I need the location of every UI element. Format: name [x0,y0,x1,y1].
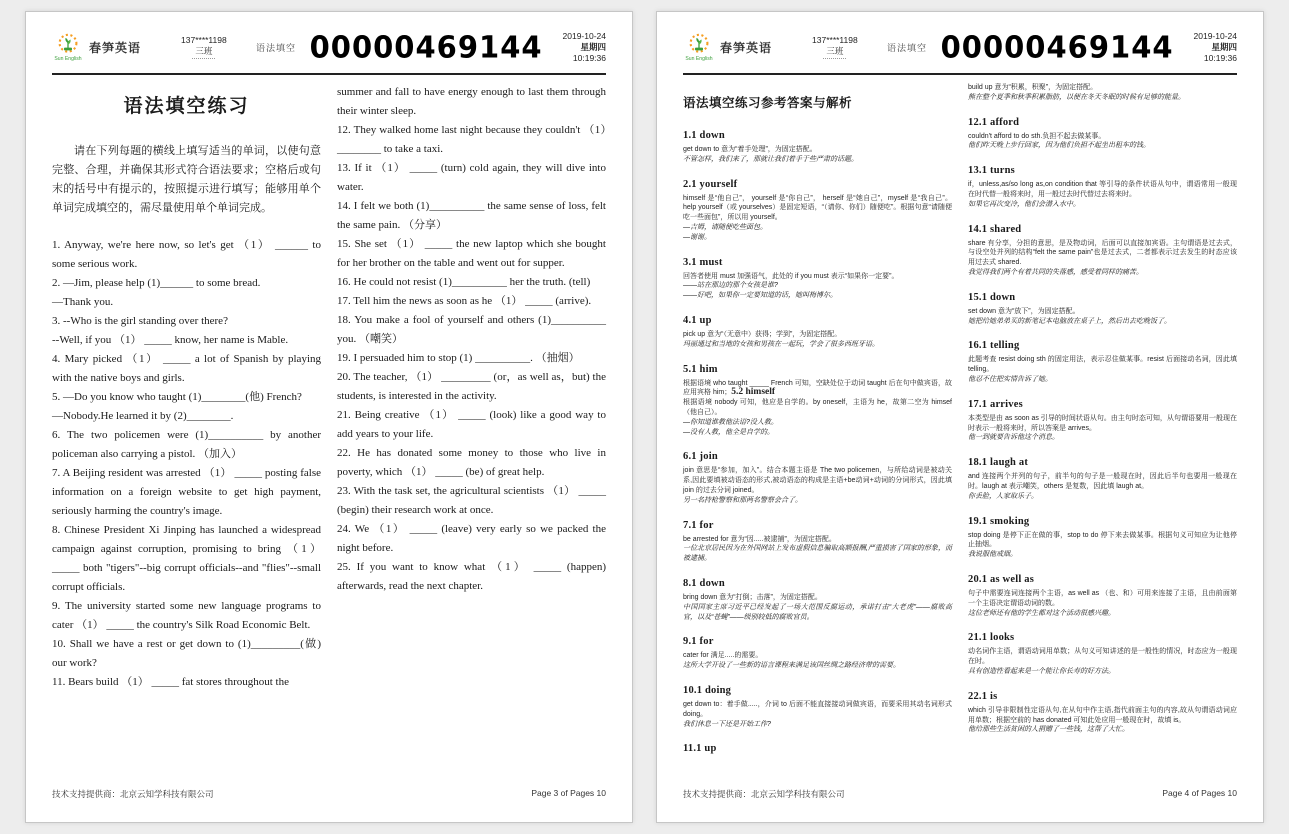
brand-sub-label: Sun English [54,56,82,62]
translation-line: 她把给她弟弟买的新笔记本电脑放在桌子上，然后出去吃晚饭了。 [968,317,1171,325]
translation-line: 你丢脸，人家取乐子。 [968,492,1038,500]
translation-line: ——好吧，如果你一定要知道的话，她叫梅博尔。 [683,292,837,300]
worksheet-page-3 [25,11,633,823]
explanation-line: build up 意为“积累，积聚”，为固定搭配。 [968,84,1098,91]
answer-heading: 16.1 telling [968,340,1020,352]
translation-line: —吉姆，请随便吃些面包。 [683,223,767,231]
translation-line: 我觉得我们两个有着共同的失落感，感受着同样的痛苦。 [968,268,1143,276]
date-label: 2019-10-24 [1193,30,1237,41]
question-paragraph: 19. I persuaded him to stop (1) __________. （抽烟） [337,352,580,364]
answer-heading: 9.1 for [683,636,714,648]
answer-heading: 20.1 as well as [968,573,1034,585]
answer-item [968,456,1237,501]
translation-line: —你知道谁教他法语?没人教。 [683,418,778,426]
answer-heading: 1.1 down [683,130,725,141]
answer-heading: 19.1 smoking [968,515,1030,527]
translation-line: 熊在整个夏季和秋季积累脂肪，以便在冬天冬眠的时候有足够的能量。 [968,93,1185,101]
explanation-line: 此题考查 resist doing sth 的固定用法，表示忍住做某事。resist 后面接动名词，因此填 telling。 [968,356,1237,374]
explanation-line: set down 意为“放下”，为固定搭配。 [968,307,1080,315]
translation-line: 他一到就要告诉他这个消息。 [968,434,1059,442]
page-header [683,24,1237,70]
datetime-block [1174,31,1237,64]
answer-heading: 10.1 doing [683,684,732,696]
explanation-line: pick up 意为“（无意中）获得；学到”，为固定搭配。 [683,330,842,338]
question-paragraph: 25. If you want to know what （1） _____ (happen) afterwards, read the next chapter. [337,561,606,592]
explanation-line: stop doing 是停下正在做的事，stop to do 停下来去做某事。根据句义可知应为让他停止抽烟。 [968,531,1237,549]
explanation-line: join 意思是“参加，加入”。结合本题主语是 The two policemen，与所给动词是被动关系,因此要填被动语态的形式,被动语态的构成是主语+be动词+动词的分词形式，因此填 join 的过去分词 joined。 [683,467,952,494]
subject-label: 语法填空 [886,42,927,53]
explanation-line: be arrested for 意为“因.....被逮捕”，为固定搭配。 [683,535,836,543]
explanation-line: 回答者使用 must 加强语气，此处的 if you must 表示“如果你一定要”。 [683,272,899,280]
explanation-line: 动名词作主语，谓语动词用单数；从句义可知讲述的是一般性的情况，时态应为一般现在时。 [968,648,1237,666]
answer-item [968,573,1237,618]
answer-heading: 12.1 afford [968,116,1020,128]
student-phone: 137****1198 [181,35,227,45]
explanation-line: and 连接两个并列的句子，前半句的句子是一般现在时，因此后半句也要用一般现在时。laugh at 表示嘲笑，others 是复数，因此填 laugh at。 [968,473,1237,490]
answer-item [683,742,952,756]
translation-line: 玛丽通过和当地的女孩和男孩在一起玩，学会了很多西班牙语。 [683,340,879,348]
answers-page-4 [656,11,1264,823]
answer-item [683,635,952,671]
question-paragraph: —Thank you. [52,296,114,308]
student-class: 三班 [192,46,215,59]
time-label: 10:19:36 [1203,52,1237,63]
page-number: Page 4 of Pages 10 [1162,788,1237,798]
translation-line: 具有创造性看起来是一个能让你长寿的好方法。 [968,667,1115,675]
brand-logo-icon [683,32,715,62]
answer-heading: 6.1 join [683,451,718,463]
answer-item [968,515,1237,560]
question-paragraph: 9. The university started some new language programs to cater （1） _____ the country's Silk Road Economic Belt. [52,600,321,631]
brand-sub-label: Sun English [685,56,713,62]
answer-heading: 7.1 for [683,519,714,531]
question-paragraph: 8. Chinese President Xi Jinping has launched a widespread campaign against corruption, promising to bring （1） _____ both "tigers"--big corrupt officials--and "flies"--small corrupt officials. [52,524,321,593]
answer-item [683,256,952,301]
explanation-line: 句子中需要连词连接两个主语，as well as （也、和）可用来连接了主语，且由前面第一个主语决定谓语动词的数。 [968,589,1237,607]
explanation-line: get down to：着手做.....，介词 to 后面不能直接接动词做宾语，而要采用其动名词形式 doing。 [683,700,952,718]
translation-line: 我说服他戒烟。 [968,551,1017,559]
answer-heading: 22.1 is [968,690,998,702]
explanation-line: himself 是“他自己”， yourself 是“你自己”， herself 是“她自己”，myself 是“我自己”。help yourself（或 yourselves）是固定短语，“（请你、你们）随便吃”。根据句意“请随便吃一些面包”，所以用 yourself。 [683,194,952,222]
weekday-label: 星期四 [1211,41,1237,52]
student-class: 三班 [823,46,846,59]
question-paragraph: 14. I felt we both (1)__________ the same sense of loss, felt the same pain. （分享） [337,200,606,231]
question-paragraph: 23. With the task set, the agricultural scientists （1） _____ (begin) their research work at once. [337,485,606,516]
translation-line: 不管怎样，我们来了，那就让我们着手于些严肃的话题。 [683,155,858,163]
answer-heading: 5.1 him [683,363,718,375]
explanation-line: cater for 满足.....的需要。 [683,652,763,660]
answer-heading: 18.1 laugh at [968,457,1029,469]
answer-item [968,690,1237,735]
translation-line: 一位北京居民因为在外国网站上发布虚假信息骗取高额报酬,严重损害了国家的形象，而被逮捕。 [683,545,952,563]
explanation-line: if，unless,as/so long as,on condition that 等引导的条件状语从句中，谓语常用一般现在时代替一般将来时，用一般过去时代替过去将来时。 [968,181,1237,198]
question-paragraph: 20. The teacher, （1） _________ (or，as well as，but) the students, is interested in the activity. [337,371,606,402]
page-number: Page 3 of Pages 10 [531,788,606,798]
question-paragraph: 17. Tell him the news as soon as he （1） _____ (arrive). [337,295,592,307]
question-paragraph: 24. We （1） _____ (leave) very early so we packed the night before. [337,523,606,554]
question-paragraph: 3. --Who is the girl standing over there? [52,315,228,327]
question-paragraph: 18. You make a fool of yourself and others (1)__________ you. （嘲笑） [337,314,606,345]
question-paragraph: 10. Shall we have a rest or get down to (1)_________(做) our work? [52,638,321,669]
translation-line: 另一名持枪警察和那两名警察会合了。 [683,496,802,504]
answer-item [683,450,952,505]
subject-label: 语法填空 [255,42,296,53]
question-paragraph: 13. If it （1） _____ (turn) cold again, they will dive into water. [337,162,606,193]
answer-item [683,684,952,729]
datetime-block [543,31,606,64]
explanation-line: get down to 意为“着手处理”，为固定搭配。 [683,146,817,153]
answer-heading: 3.1 must [683,256,723,268]
translation-line: 这位老师还有他的学生都对这个活动很感兴趣。 [968,609,1115,617]
translation-line: 这所大学开设了一些新的语言课程来满足该国丝绸之路经济带的需要。 [683,662,900,670]
answer-item [683,519,952,564]
support-provider: 技术支持提供商：北京云知学科技有限公司 [683,789,845,799]
answer-item [968,398,1237,443]
answer-item [968,631,1237,676]
answer-item [968,164,1237,209]
page-footer [683,788,1237,800]
translation-line: 我们休息一下还是开始工作? [683,720,771,728]
answer-item [968,291,1237,327]
translation-line: —谢谢。 [683,233,711,241]
explanation-line: couldn't afford to do sth.负担不起去做某事。 [968,132,1106,140]
translation-line: 他忍不住把实情告诉了她。 [968,375,1052,383]
question-paragraph: 22. He has donated some money to those who live in poverty, which （1） _____ (be) of great help. [337,447,606,478]
date-label: 2019-10-24 [562,30,606,41]
page3-column-2 [337,83,606,692]
answer-item [968,339,1237,384]
answer-heading: 21.1 looks [968,632,1015,644]
answer-item [968,223,1237,278]
time-label: 10:19:36 [572,52,606,63]
page-footer [52,788,606,800]
question-paragraph: —Nobody.He learned it by (2)________. [52,410,234,422]
page4-column-1 [683,83,952,769]
translation-line: —没有人教，他全是自学的。 [683,428,774,436]
answer-heading: 15.1 down [968,291,1016,303]
answer-item [968,116,1237,152]
translation-line: 中国国家主席习近平已经发起了一场大范围反腐运动，承诺打击“大老虎”——腐败高官，以及“苍蝇”——级别较低的腐败官员。 [683,603,952,621]
answer-heading: 17.1 arrives [968,398,1023,410]
question-paragraph: 7. A Beijing resident was arrested （1） _____ posting false information on a foreign website to get high payment, seriously harming the country's image. [52,467,321,517]
header-divider [52,73,606,75]
question-paragraph: 1. Anyway, we're here now, so let's get （1） ______ to some serious work. [52,239,321,270]
brand-name: 春笋英语 [720,40,773,55]
answer-heading: 2.1 yourself [683,178,738,190]
question-paragraph: 21. Being creative （1） _____ (look) like a good way to add years to your life. [337,409,606,440]
page3-column-1 [52,83,321,692]
serial-number: 00000469144 [940,29,1174,65]
answer-item [683,178,952,243]
explanation-line: share 有分享，分担的意思，是及物动词，后面可以直接加宾语。主句谓语是过去式，与设空处并列的结构“felt the same pain”也是过去式，二者都表示过去发生的时态应该用过去式 shared. [968,239,1237,267]
question-paragraph: 4. Mary picked （1） _____ a lot of Spanish by playing with the native boys and girls. [52,353,321,384]
answer-heading: 13.1 turns [968,165,1015,177]
serial-number: 00000469144 [309,29,543,65]
answer-item [683,363,952,438]
translation-line: 他给那些生活贫困的人捐赠了一些钱，这帮了大忙。 [968,726,1129,734]
answers-title: 语法填空练习参考答案与解析 [683,96,853,110]
page4-column-2 [968,83,1237,769]
question-paragraph: 6. The two policemen were (1)__________ by another policeman also carrying a pistol. （加入） [52,429,321,460]
answer-item [683,129,952,165]
student-info [796,35,873,59]
worksheet-instructions: 请在下列每题的横线上填写适当的单词，以使句意完整、合理，并确保其形式符合语法要求；空格后或句末的括号中有提示的，按照提示进行填写；能够用单个单词完成填空的，需尽量使用单个单词完成。 [52,145,321,214]
worksheet-title: 语法填空练习 [123,96,250,117]
answer-heading: 11.1 up [683,743,717,755]
question-paragraph: 16. He could not resist (1)__________ her the truth. (tell) [337,276,591,288]
answer-item [683,314,952,350]
question-paragraph: --Well, if you （1） _____ know, her name is Mable. [52,334,289,346]
student-info [165,35,242,59]
question-paragraph: 2. —Jim, please help (1)______ to some bread. [52,277,261,289]
header-divider [683,73,1237,75]
translation-line: 他们昨天晚上步行回家，因为他们负担不起坐出租车的钱。 [968,142,1150,150]
question-paragraph: 5. —Do you know who taught (1)________(他) French? [52,391,302,403]
student-phone: 137****1198 [812,35,858,45]
explanation-line: 本类型是由 as soon as 引导的时间状语从句。由主句时态可知，从句谓语要用一般现在时表示一般将来时，所以答案是 arrives。 [968,414,1237,432]
answer-heading: 8.1 down [683,577,725,589]
question-paragraph: 12. They walked home last night because they couldn't （1）________ to take a taxi. [337,124,606,155]
translation-line: ——站在那边的那个女孩是谁? [683,282,778,290]
support-provider: 技术支持提供商：北京云知学科技有限公司 [52,789,214,799]
question-paragraph: summer and fall to have energy enough to last them through their winter sleep. [337,86,606,117]
explanation-line: 根据语境 nobody 可知，他应是自学的。by oneself，主语为 he，故第二空为 himsef（他自己）。 [683,399,952,416]
answer-heading: 14.1 shared [968,223,1022,235]
brand-logo-icon [52,32,84,62]
question-paragraph: 11. Bears build （1） _____ fat stores throughout the [52,676,289,688]
brand [683,32,796,62]
explanation-line: which 引导非限制性定语从句,在从句中作主语,指代前面主句的内容,故从句谓语动词应用单数；根据空前的 has donated 可知此处应用一般现在时，故填 is。 [968,706,1237,724]
translation-line: 如果它再次变冷，他们会潜入水中。 [968,200,1080,208]
explanation-line: bring down 意为“打倒；击落”，为固定搭配。 [683,593,822,601]
answer-item [683,577,952,622]
answer-item [968,83,1237,103]
answer-heading: 4.1 up [683,314,712,326]
question-paragraph: 15. She set （1） _____ the new laptop which she bought for her brother on the table and went out for supper. [337,238,606,269]
weekday-label: 星期四 [580,41,606,52]
explanation-line: 根据语境 who taught _____ French 可知，空缺处位于动词 taught 后在句中做宾语，故应用宾格 him；5.2 himself [683,379,952,398]
page-header [52,24,606,70]
brand-name: 春笋英语 [89,40,142,55]
brand [52,32,165,62]
